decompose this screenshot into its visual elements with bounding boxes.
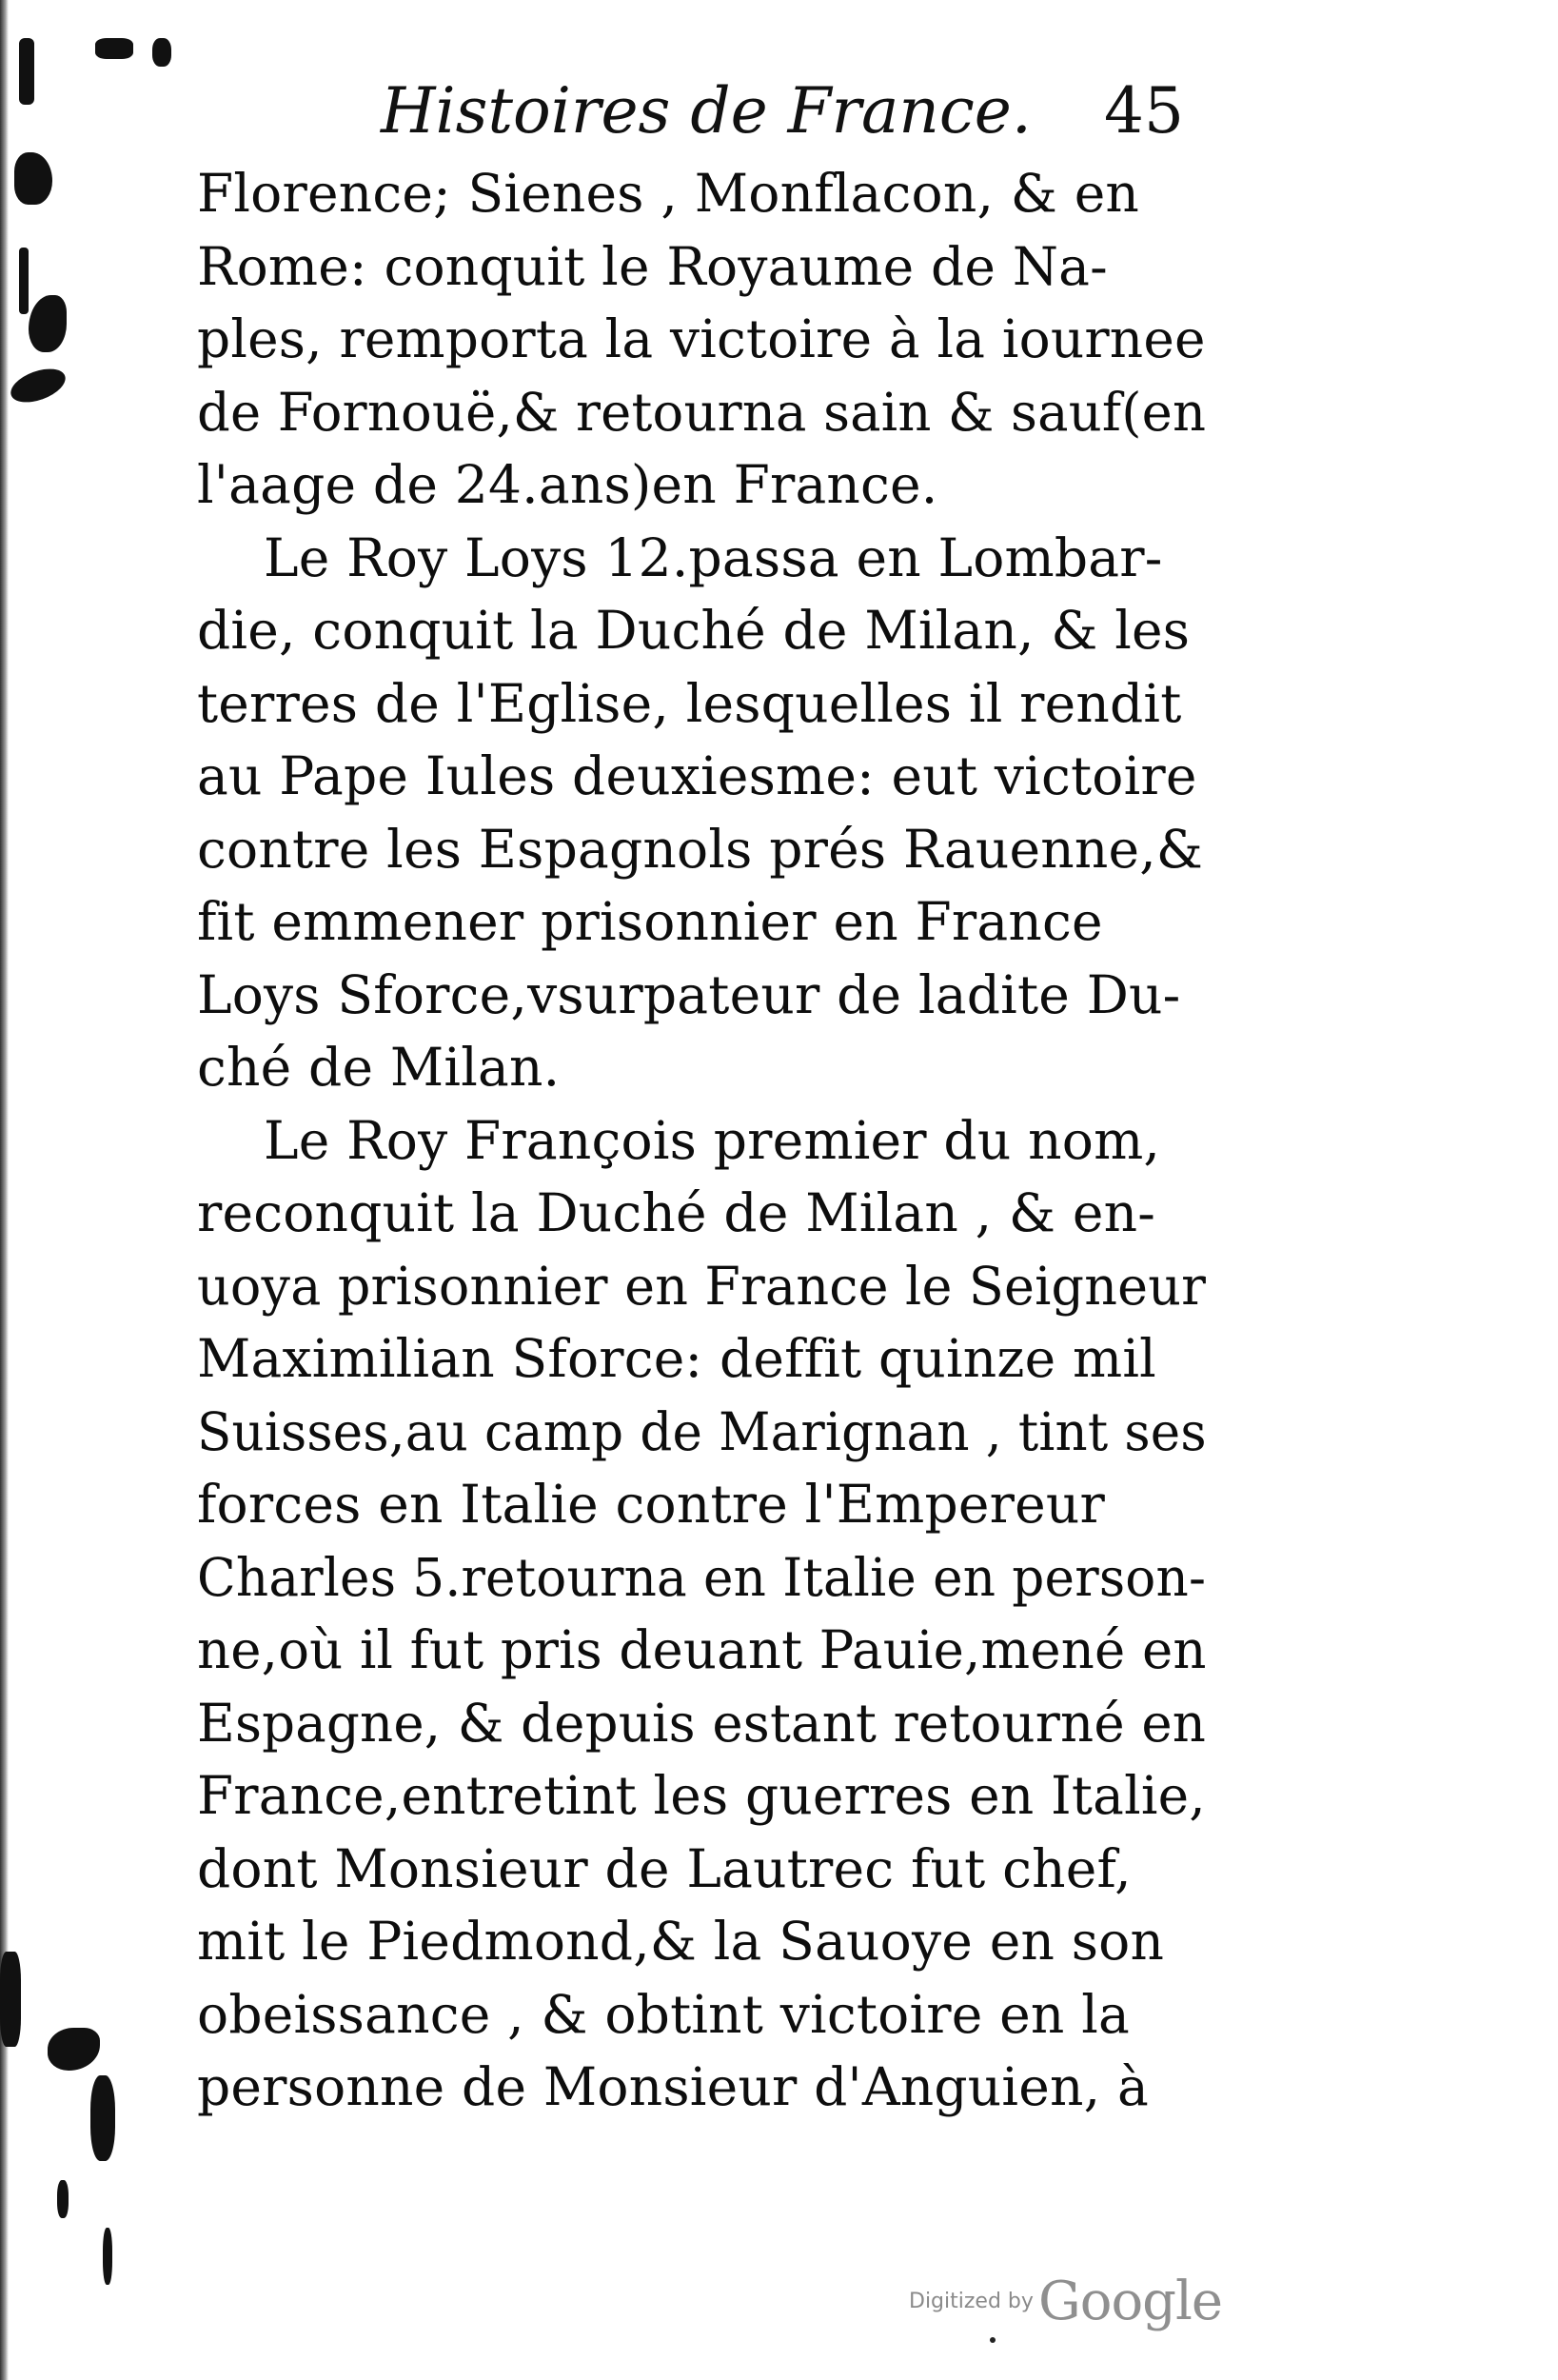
ink-blot [95,38,133,59]
text-line: Loys Sforce,vsurpateur de ladite Du- [197,963,1181,1025]
page-number: 45 [1104,74,1184,148]
ink-dot [990,2337,996,2343]
text-line: forces en Italie contre l'Empereur [197,1474,1105,1535]
text-line: die, conquit la Duché de Milan, & les [197,600,1191,661]
text-line: fit emmener prisonnier en France [197,891,1103,952]
text-line: terres de l'Eglise, lesquelles il rendit [197,672,1182,734]
text-line: uoya prisonnier en France le Seigneur [197,1255,1207,1317]
digitized-watermark [909,2271,1223,2332]
text-line: Suisses,au camp de Marignan , tint ses [197,1400,1207,1462]
text-line: au Pape Iules deuxiesme: eut victoire [197,745,1197,806]
text-line: ché de Milan. [197,1037,561,1098]
ink-blot [152,38,171,67]
ink-blot [57,2180,69,2218]
text-line: reconquit la Duché de Milan , & en- [197,1182,1156,1243]
ink-blot [7,363,70,409]
text-line: contre les Espagnols prés Rauenne,& [197,818,1204,880]
text-line: l'aage de 24.ans)en France. [197,454,938,515]
text-line: dont Monsieur de Lautrec fut chef, [197,1837,1132,1899]
text-line: Rome: conquit le Royaume de Na- [197,235,1108,297]
text-line: personne de Monsieur d'Anguien, à [197,2056,1149,2117]
text-line: Le Roy Loys 12.passa en Lombar- [264,526,1163,588]
ink-blot [90,2075,115,2161]
text-line: de Fornouë,& retourna sain & sauf(en [197,381,1207,443]
text-line: mit le Piedmond,& la Sauoye en son [197,1911,1165,1972]
page-header [381,69,1237,154]
digitized-label: Digitized by [909,2290,1034,2313]
text-line: France,entretint les guerres en Italie, [197,1765,1206,1826]
ink-blot [0,1952,21,2047]
running-title: Histoires de France. [381,74,1032,148]
body-text [197,157,1207,2124]
google-logo: Google [1038,2271,1223,2332]
text-line: Maximilian Sforce: deffit quinze mil [197,1328,1156,1389]
text-line: ne,où il fut pris deuant Pauie,mené en [197,1619,1207,1680]
ink-blot [19,38,34,105]
ink-blot [29,295,67,352]
text-line: Charles 5.retourna en Italie en person- [197,1546,1207,1608]
ink-blot [19,248,29,314]
ink-blot [103,2228,112,2285]
text-line: Le Roy François premier du nom, [264,1109,1161,1171]
text-line: obeissance , & obtint victoire en la [197,1983,1131,2045]
ink-blot [48,2028,100,2071]
ink-blot [14,152,52,205]
text-line: ples, remporta la victoire à la iournee [197,308,1206,369]
text-line: Florence; Sienes , Monflacon, & en [197,163,1140,224]
text-line: Espagne, & depuis estant retourné en [197,1692,1207,1754]
